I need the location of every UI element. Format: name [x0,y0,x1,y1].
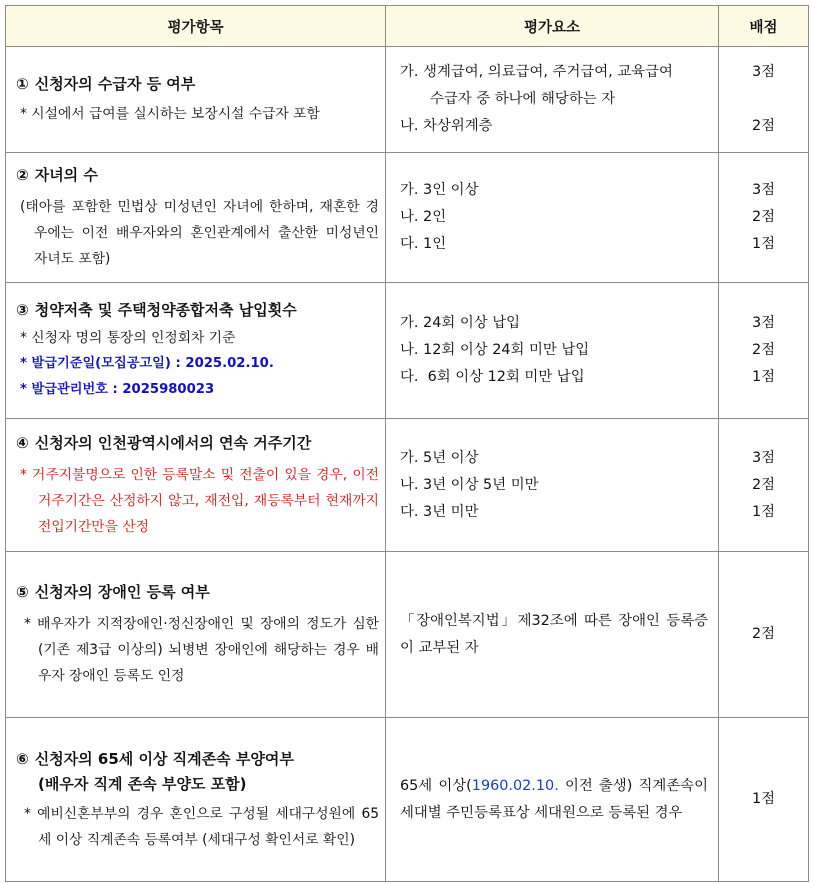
element-cell: 가. 3인 이상 나. 2인 다. 1인 [386,153,719,283]
item-note: * 신청자 명의 통장의 인정회차 기준 [20,330,236,346]
item-title: ⑥ 신청자의 65세 이상 직계존속 부양여부 [16,749,294,768]
element-cell: 65세 이상(1960.02.10. 이전 출생) 직계존속이 세대별 주민등록표상 세대원으로 등록된 경우 [386,718,719,882]
item-cell [6,47,386,153]
item-title: ⑤ 신청자의 장애인 등록 여부 [16,583,210,601]
element-cell: 가. 24회 이상 납입 나. 12회 이상 24회 미만 납입 다. 6회 이상 12회 미만 납입 [386,283,719,419]
header-evaluation-element: 평가요소 [386,6,719,47]
item-subtitle: (배우자 직계 존속 부양도 포함) [38,774,247,793]
issue-date-note: * 발급기준일(모집공고일) : 2025.02.10. [20,356,274,371]
header-evaluation-item: 평가항목 [6,6,386,47]
item-title: ④ 신청자의 인천광역시에서의 연속 거주기간 [16,433,312,452]
item-note: * 시설에서 급여를 실시하는 보장시설 수급자 포함 [20,106,320,122]
table-row [6,718,809,882]
item-title: ② 자녀의 수 [16,166,98,184]
item-cell [6,153,386,283]
item-cell [6,552,386,718]
item-note: * 거주지불명으로 인한 등록말소 및 전출이 있을 경우, 이전 거주기간은 산정하지 않고, 재전입, 재등록부터 현재까지 전입기간만을 산정 [20,466,379,535]
item-note: * 예비신혼부부의 경우 혼인으로 구성될 세대구성원에 65세 이상 직계존속 등록여부 (세대구성 확인서로 확인) [24,805,379,848]
item-title: ① 신청자의 수급자 등 여부 [16,75,196,93]
item-cell [6,419,386,552]
score-cell: 3점 2점 1점 [719,419,809,552]
table-row [6,419,809,552]
table-row [6,153,809,283]
item-note: * 배우자가 지적장애인·정신장애인 및 장애의 정도가 심한(기존 제3급 이상의) 뇌병변 장애인에 해당하는 경우 배우자 장애인 등록도 인정 [24,616,379,684]
evaluation-table [5,5,809,882]
score-cell: 2점 [719,552,809,718]
element-cell: 가. 5년 이상 나. 3년 이상 5년 미만 다. 3년 미만 [386,419,719,552]
table-row [6,283,809,419]
score-cell: 3점 2점 1점 [719,283,809,419]
table-row [6,47,809,153]
element-cell: 가. 생계급여, 의료급여, 주거급여, 교육급여 수급자 중 하나에 해당하는 자 나. 차상위계층 [386,47,719,153]
table-header-row [6,6,809,47]
table-row [6,552,809,718]
item-note: (태아를 포함한 민법상 미성년인 자녀에 한하며, 재혼한 경우에는 이전 배우자와의 혼인관계에서 출산한 미성년인 자녀도 포함) [20,199,379,267]
item-title: ③ 청약저축 및 주택청약종합저축 납입횟수 [16,301,297,319]
score-cell: 1점 [719,718,809,882]
issue-number-note: * 발급관리번호 : 2025980023 [20,382,215,397]
item-cell [6,283,386,419]
header-score: 배점 [719,6,809,47]
score-cell: 3점 2점 1점 [719,153,809,283]
score-cell: 3점 2점 [719,47,809,153]
element-cell: 「장애인복지법」제32조에 따른 장애인 등록증이 교부된 자 [386,552,719,718]
item-cell [6,718,386,882]
birth-date-highlight: 1960.02.10. [471,777,559,794]
